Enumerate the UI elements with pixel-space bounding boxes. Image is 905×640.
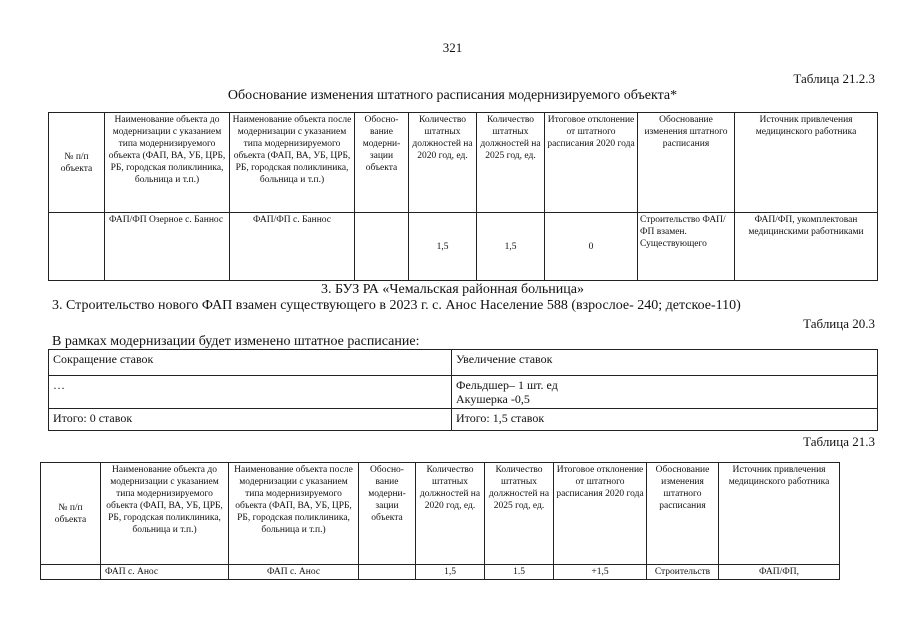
table2 bbox=[48, 349, 878, 431]
table2-reduce-items: … bbox=[49, 376, 452, 409]
table1 bbox=[48, 112, 878, 281]
increase-item: Акушерка -0,5 bbox=[456, 392, 530, 406]
table1-label: Таблица 21.2.3 bbox=[793, 71, 875, 86]
table1-header-justification: Обоснование изменения штатного расписания bbox=[638, 113, 735, 213]
table1-title: Обоснование изменения штатного расписания модернизируемого объекта* bbox=[227, 88, 678, 103]
table3-cell-num bbox=[41, 565, 101, 580]
table3-cell-before: ФАП с. Анос bbox=[101, 565, 229, 580]
table-row bbox=[49, 213, 878, 281]
table2-increase-items bbox=[452, 376, 878, 409]
table1-cell-reason bbox=[355, 213, 409, 281]
table3-cell-count2025: 1.5 bbox=[485, 565, 554, 580]
table3-header-source: Источник привлечения медицинского работника bbox=[719, 463, 840, 565]
table3-header-reason: Обосно-вание модерни-зации объекта bbox=[359, 463, 416, 565]
table2-total-reduce: Итого: 0 ставок bbox=[49, 409, 452, 431]
table1-header-reason: Обосно-вание модерни-зации объекта bbox=[355, 113, 409, 213]
table3-cell-source: ФАП/ФП, bbox=[719, 565, 840, 580]
table3-label: Таблица 21.3 bbox=[803, 434, 875, 449]
table3-cell-reason bbox=[359, 565, 416, 580]
table1-cell-count2025: 1,5 bbox=[477, 213, 545, 281]
table1-cell-justification: Строительство ФАП/ФП взамен. Существующего bbox=[638, 213, 735, 281]
table-row bbox=[49, 376, 878, 409]
table3 bbox=[40, 462, 840, 580]
table3-header-num: № п/п объекта bbox=[41, 463, 101, 565]
table3-cell-justification: Строительств bbox=[647, 565, 719, 580]
table3-header-before: Наименование объекта до модернизации с указанием типа модернизируемого объекта (ФАП, ВА, УБ, ЦРБ, РБ, городская поликлиника, больница и т.п.) bbox=[101, 463, 229, 565]
table1-header-count2020: Количество штатных должностей на 2020 год, ед. bbox=[409, 113, 477, 213]
table3-header-count2020: Количество штатных должностей на 2020 год, ед. bbox=[416, 463, 485, 565]
increase-item: Фельдшер– 1 шт. ед bbox=[456, 378, 558, 392]
table-row bbox=[49, 409, 878, 431]
table2-intro: В рамках модернизации будет изменено штатное расписание: bbox=[52, 334, 420, 349]
page-number: 321 bbox=[442, 40, 463, 55]
table1-cell-after: ФАП/ФП с. Баннос bbox=[230, 213, 355, 281]
item-heading: 3. Строительство нового ФАП взамен существующего в 2023 г. с. Анос Население 588 (взрослое- 240; детское-110) bbox=[52, 298, 741, 313]
table3-header-count2025: Количество штатных должностей на 2025 год, ед. bbox=[485, 463, 554, 565]
table1-cell-source: ФАП/ФП, укомплектован медицинскими работниками bbox=[735, 213, 878, 281]
table3-header-justification: Обоснование изменения штатного расписания bbox=[647, 463, 719, 565]
table2-header-reduce: Сокращение ставок bbox=[49, 350, 452, 376]
table1-header-source: Источник привлечения медицинского работника bbox=[735, 113, 878, 213]
table1-header-deviation: Итоговое отклонение от штатного расписания 2020 года bbox=[545, 113, 638, 213]
table1-header-before: Наименование объекта до модернизации с указанием типа модернизируемого объекта (ФАП, ВА, УБ, ЦРБ, РБ, городская поликлиника, больница и т.п.) bbox=[105, 113, 230, 213]
table2-label: Таблица 20.3 bbox=[803, 316, 875, 331]
table-row bbox=[41, 565, 840, 580]
table3-cell-deviation: +1,5 bbox=[554, 565, 647, 580]
table3-header-deviation: Итоговое отклонение от штатного расписания 2020 года bbox=[554, 463, 647, 565]
table2-total-increase: Итого: 1,5 ставок bbox=[452, 409, 878, 431]
section-heading: 3. БУЗ РА «Чемальская районная больница» bbox=[321, 282, 584, 297]
table2-header-increase: Увеличение ставок bbox=[452, 350, 878, 376]
table3-cell-after: ФАП с. Анос bbox=[229, 565, 359, 580]
table1-header-num: № п/п объекта bbox=[49, 113, 105, 213]
table1-cell-deviation: 0 bbox=[545, 213, 638, 281]
table3-header-after: Наименование объекта после модернизации с указанием типа модернизируемого объекта (ФАП, ВА, УБ, ЦРБ, РБ, городская поликлиника, больница и т.п.) bbox=[229, 463, 359, 565]
table1-cell-count2020: 1,5 bbox=[409, 213, 477, 281]
table3-cell-count2020: 1,5 bbox=[416, 565, 485, 580]
table1-header-after: Наименование объекта после модернизации с указанием типа модернизируемого объекта (ФАП, ВА, УБ, ЦРБ, РБ, городская поликлиника, больница и т.п.) bbox=[230, 113, 355, 213]
table1-cell-num bbox=[49, 213, 105, 281]
table1-header-count2025: Количество штатных должностей на 2025 год, ед. bbox=[477, 113, 545, 213]
table1-cell-before: ФАП/ФП Озерное с. Баннос bbox=[105, 213, 230, 281]
